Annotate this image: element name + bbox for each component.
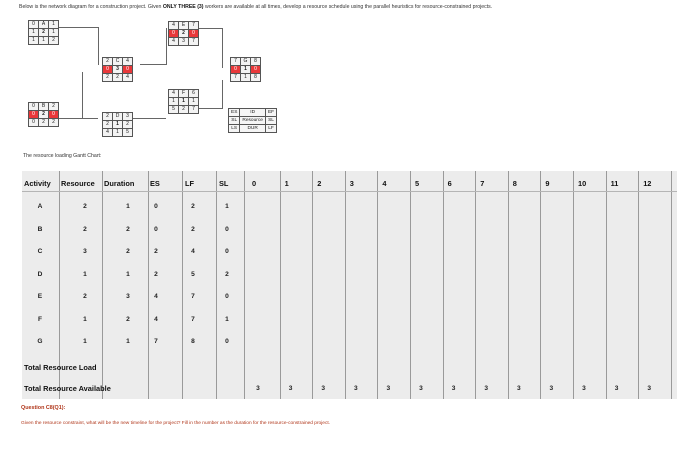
node-activity-c (102, 57, 133, 82)
time-header: 2 (317, 179, 322, 188)
available-cell: 3 (614, 385, 619, 392)
node-e-dur: 3 (179, 38, 189, 46)
node-d-sl: 2 (103, 121, 113, 129)
node-c-ef: 4 (123, 58, 133, 66)
table-cell-sl: 2 (225, 270, 229, 278)
node-d-res: 1 (113, 121, 123, 129)
table-cell-activity: E (37, 293, 43, 300)
node-c-es: 2 (103, 58, 113, 66)
available-cell: 3 (451, 385, 456, 392)
node-activity-e (168, 21, 199, 46)
table-cell-activity: C (37, 248, 43, 255)
column-header: SL (219, 179, 229, 188)
table-cell-es: 2 (154, 248, 158, 255)
table-cell-sl: 1 (225, 203, 229, 210)
node-g-ls: 7 (231, 74, 241, 82)
arrow-e-g (196, 28, 222, 29)
table-cell-es: 7 (154, 338, 158, 345)
table-cell-sl: 1 (225, 315, 229, 323)
node-b-dur: 2 (39, 119, 49, 127)
node-e-sl: 0 (169, 30, 179, 38)
arrow-e-g-down (222, 28, 223, 68)
node-activity-g (230, 57, 261, 82)
table-cell-activity: A (37, 203, 43, 210)
node-b-lf: 2 (49, 119, 59, 127)
table-cell-duration: 2 (126, 225, 130, 233)
node-activity-b (28, 102, 59, 127)
time-divider (671, 171, 672, 399)
arrow-a-c (58, 27, 98, 28)
key-dur: DUR (240, 125, 266, 133)
time-divider (280, 171, 281, 399)
time-header: 6 (447, 179, 452, 188)
node-g-es: 7 (231, 58, 241, 66)
available-cell: 3 (288, 385, 293, 392)
arrow-b-d (58, 118, 98, 119)
time-divider (606, 171, 607, 399)
time-header: 7 (480, 179, 485, 188)
header-divider (22, 191, 677, 192)
column-divider (216, 171, 217, 399)
arrow-c-e-up (166, 28, 167, 65)
node-e-ef: 7 (189, 22, 199, 30)
node-b-id: B (39, 103, 49, 111)
table-cell-resource: 2 (83, 293, 87, 300)
available-cell: 3 (516, 385, 521, 392)
available-cell: 3 (647, 385, 652, 392)
node-f-sl2: 1 (189, 98, 199, 106)
node-a-sl2: 1 (49, 29, 59, 37)
table-cell-es: 0 (154, 203, 158, 210)
table-cell-lf: 5 (191, 270, 195, 278)
table-cell-duration: 3 (126, 293, 130, 300)
time-header: 1 (284, 179, 289, 188)
node-d-es: 2 (103, 113, 113, 121)
time-header: 0 (252, 179, 257, 188)
node-f-id: F (179, 90, 189, 98)
column-header: LF (185, 179, 195, 188)
node-d-ls: 4 (103, 129, 113, 137)
instruction-prefix: Below is the network diagram for a construction project. Given (19, 4, 162, 10)
table-cell-es: 2 (154, 270, 158, 278)
node-g-lf: 8 (251, 74, 261, 82)
node-f-es: 4 (169, 90, 179, 98)
time-divider (573, 171, 574, 399)
time-header: 10 (578, 179, 587, 188)
node-b-res: 2 (39, 111, 49, 119)
arrow-f-g (196, 108, 222, 109)
table-cell-resource: 2 (83, 225, 87, 233)
arrow-a-c-down (98, 27, 99, 65)
key-ls: LS (229, 125, 240, 133)
available-cell: 3 (419, 385, 423, 392)
available-cell: 3 (549, 385, 554, 392)
node-g-ef: 8 (251, 58, 261, 66)
arrow-d-f (128, 118, 166, 119)
key-es: ES (229, 109, 240, 117)
node-b-ls: 0 (29, 119, 39, 127)
node-activity-d (102, 112, 133, 137)
available-cell: 3 (582, 385, 586, 392)
table-cell-lf: 2 (191, 225, 195, 233)
node-a-ef: 1 (49, 21, 59, 29)
table-cell-duration: 1 (126, 270, 130, 278)
node-f-ef: 6 (189, 90, 199, 98)
node-a-lf: 2 (49, 37, 59, 45)
node-e-id: E (179, 22, 189, 30)
node-activity-f (168, 89, 199, 114)
question-text: Given the resource constraint, what will be the new timeline for the project? Fill in the number as the duration for the resource-constrained project. (21, 421, 331, 426)
time-divider (345, 171, 346, 399)
node-c-ls: 2 (103, 74, 113, 82)
node-a-dur: 1 (39, 37, 49, 45)
node-d-ef: 3 (123, 113, 133, 121)
resource-loading-table (22, 171, 677, 399)
table-cell-resource: 1 (83, 315, 87, 323)
node-d-lf: 5 (123, 129, 133, 137)
node-e-ls: 4 (169, 38, 179, 46)
node-activity-a (28, 20, 59, 45)
table-cell-es: 0 (154, 225, 158, 233)
node-c-id: C (113, 58, 123, 66)
total-resource-available-label: Total Resource Available (24, 384, 111, 393)
column-header: Duration (104, 179, 135, 188)
column-header: Activity (24, 179, 51, 188)
node-f-sl: 1 (169, 98, 179, 106)
time-divider (508, 171, 509, 399)
node-e-es: 4 (169, 22, 179, 30)
node-g-dur: 1 (241, 74, 251, 82)
column-header: ES (150, 179, 160, 188)
arrow-b-c (82, 72, 83, 118)
node-b-sl2: 0 (49, 111, 59, 119)
time-header: 3 (349, 179, 354, 188)
node-f-res: 1 (179, 98, 189, 106)
table-cell-activity: B (37, 225, 43, 233)
table-cell-lf: 7 (191, 293, 195, 300)
time-header: 12 (643, 179, 652, 188)
key-sl-right: SL (265, 117, 276, 125)
time-divider (540, 171, 541, 399)
node-d-sl2: 2 (123, 121, 133, 129)
time-divider (377, 171, 378, 399)
node-g-id: G (241, 58, 251, 66)
table-cell-lf: 8 (191, 338, 195, 345)
key-ef: EF (265, 109, 276, 117)
time-divider (638, 171, 639, 399)
node-b-es: 0 (29, 103, 39, 111)
node-f-ls: 5 (169, 106, 179, 114)
node-d-dur: 1 (113, 129, 123, 137)
node-c-sl: 0 (103, 66, 113, 74)
key-id: ID (240, 109, 266, 117)
key-sl: SL (229, 117, 240, 125)
available-cell: 3 (321, 385, 326, 392)
node-a-res: 2 (39, 29, 49, 37)
table-cell-activity: G (37, 338, 43, 345)
time-header: 11 (610, 179, 619, 188)
time-header: 5 (415, 179, 420, 188)
available-cell: 3 (256, 385, 260, 392)
table-cell-lf: 4 (191, 248, 195, 255)
node-d-id: D (113, 113, 123, 121)
node-g-sl: 0 (231, 66, 241, 74)
instruction-suffix: workers are available at all times, develop a resource schedule using the parallel heuristics for resource-constrained projects. (205, 4, 493, 10)
time-divider (312, 171, 313, 399)
column-divider (102, 171, 103, 399)
node-g-sl2: 0 (251, 66, 261, 74)
arrow-c-e (140, 64, 166, 65)
table-cell-duration: 1 (126, 338, 130, 345)
table-cell-resource: 1 (83, 338, 87, 345)
column-divider (182, 171, 183, 399)
instruction-bold: ONLY THREE (3) (162, 4, 204, 10)
gantt-note: The resource loading Gantt Chart: (23, 153, 102, 159)
table-cell-sl: 0 (225, 225, 229, 233)
instruction-text (19, 4, 689, 10)
table-cell-sl: 0 (225, 248, 229, 255)
table-cell-duration: 1 (126, 203, 130, 210)
table-cell-sl: 0 (225, 293, 229, 300)
question-title: Question C8(Q1): (21, 405, 66, 411)
table-cell-activity: F (37, 315, 43, 323)
node-c-sl2: 0 (123, 66, 133, 74)
node-legend-key (228, 108, 277, 133)
node-a-sl: 1 (29, 29, 39, 37)
table-cell-resource: 3 (83, 248, 87, 255)
table-cell-duration: 2 (126, 315, 130, 323)
time-header: 4 (382, 179, 387, 188)
table-cell-es: 4 (154, 293, 158, 300)
table-cell-lf: 7 (191, 315, 195, 323)
node-c-lf: 4 (123, 74, 133, 82)
node-e-lf: 7 (189, 38, 199, 46)
node-e-res: 2 (179, 30, 189, 38)
table-cell-lf: 2 (191, 203, 195, 210)
available-cell: 3 (353, 385, 358, 392)
time-divider (443, 171, 444, 399)
node-e-sl2: 0 (189, 30, 199, 38)
node-f-dur: 2 (179, 106, 189, 114)
node-g-res: 1 (241, 66, 251, 74)
node-b-sl: 0 (29, 111, 39, 119)
node-c-dur: 2 (113, 74, 123, 82)
table-cell-resource: 2 (83, 203, 87, 210)
time-divider (410, 171, 411, 399)
table-cell-sl: 0 (225, 338, 229, 345)
total-resource-load-label: Total Resource Load (24, 363, 97, 372)
node-b-ef: 2 (49, 103, 59, 111)
table-cell-resource: 1 (83, 270, 87, 278)
node-c-res: 3 (113, 66, 123, 74)
arrow-f-g-up (222, 80, 223, 109)
table-cell-es: 4 (154, 315, 158, 323)
node-f-lf: 7 (189, 106, 199, 114)
node-a-es: 0 (29, 21, 39, 29)
table-cell-activity: D (37, 270, 43, 278)
available-cell: 3 (386, 385, 391, 392)
column-header: Resource (61, 179, 95, 188)
column-divider (244, 171, 245, 399)
available-cell: 3 (484, 385, 489, 392)
key-resource: Resource (240, 117, 266, 125)
table-cell-duration: 2 (126, 248, 130, 255)
time-header: 9 (545, 179, 550, 188)
time-divider (475, 171, 476, 399)
time-header: 8 (512, 179, 517, 188)
node-a-id: A (39, 21, 49, 29)
key-lf: LF (265, 125, 276, 133)
node-a-ls: 1 (29, 37, 39, 45)
